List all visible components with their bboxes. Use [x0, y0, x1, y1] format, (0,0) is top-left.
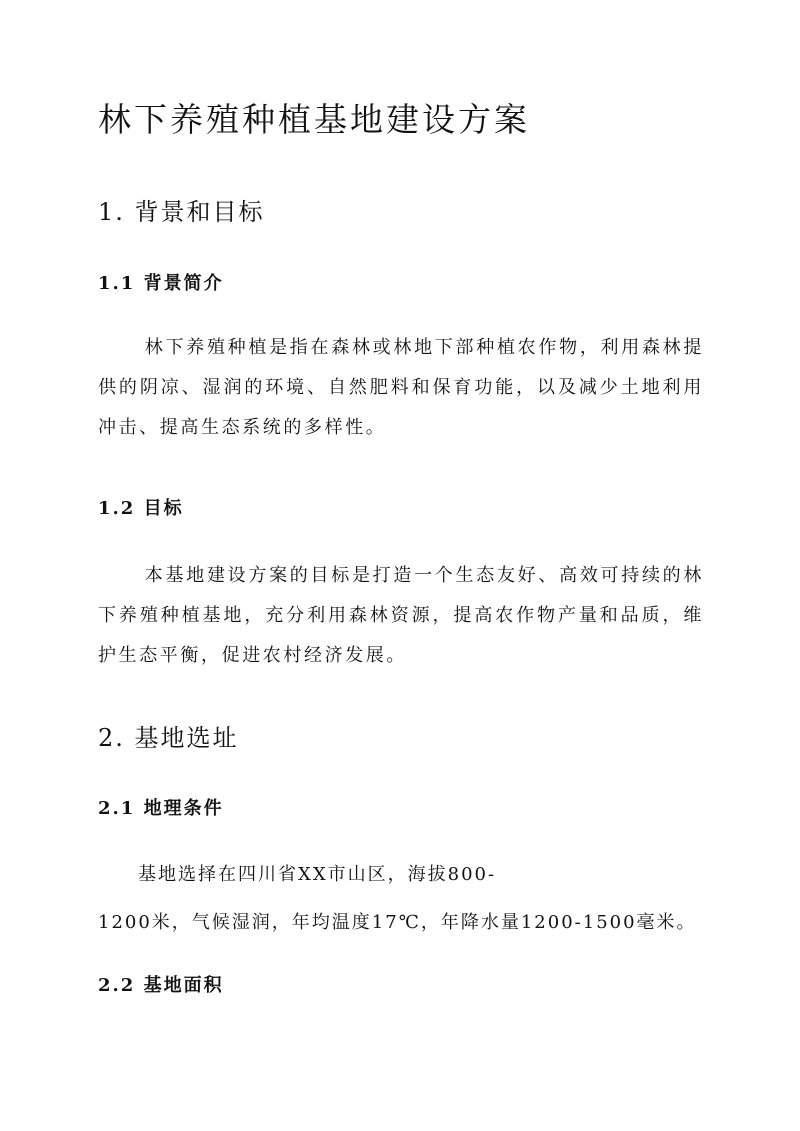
subsection-heading-background-intro: 1.1 背景简介	[98, 273, 224, 294]
section-heading-site-selection: 2. 基地选址	[98, 724, 239, 752]
document-title: 林下养殖种植基地建设方案	[98, 100, 530, 139]
paragraph-goals: 本基地建设方案的目标是打造一个生态友好、高效可持续的林下养殖种植基地，充分利用森林资源，提高农作物产量和品质，维护生态平衡，促进农村经济发展。	[98, 565, 704, 666]
subsection-heading-goals: 1.2 目标	[98, 498, 184, 519]
paragraph-geography-line-1: 基地选择在四川省XX市山区，海拔800-	[138, 864, 497, 885]
paragraph-background-intro: 林下养殖种植是指在森林或林地下部种植农作物，利用森林提供的阴凉、湿润的环境、自然肥料和保育功能，以及减少土地利用冲击、提高生态系统的多样性。	[98, 337, 704, 438]
section-heading-background-goals: 1. 背景和目标	[98, 198, 265, 226]
paragraph-geography-line-2: 1200米，气候湿润，年均温度17℃，年降水量1200-1500毫米。	[98, 912, 697, 933]
subsection-heading-site-area: 2.2 基地面积	[98, 975, 224, 996]
subsection-heading-geography: 2.1 地理条件	[98, 798, 224, 819]
